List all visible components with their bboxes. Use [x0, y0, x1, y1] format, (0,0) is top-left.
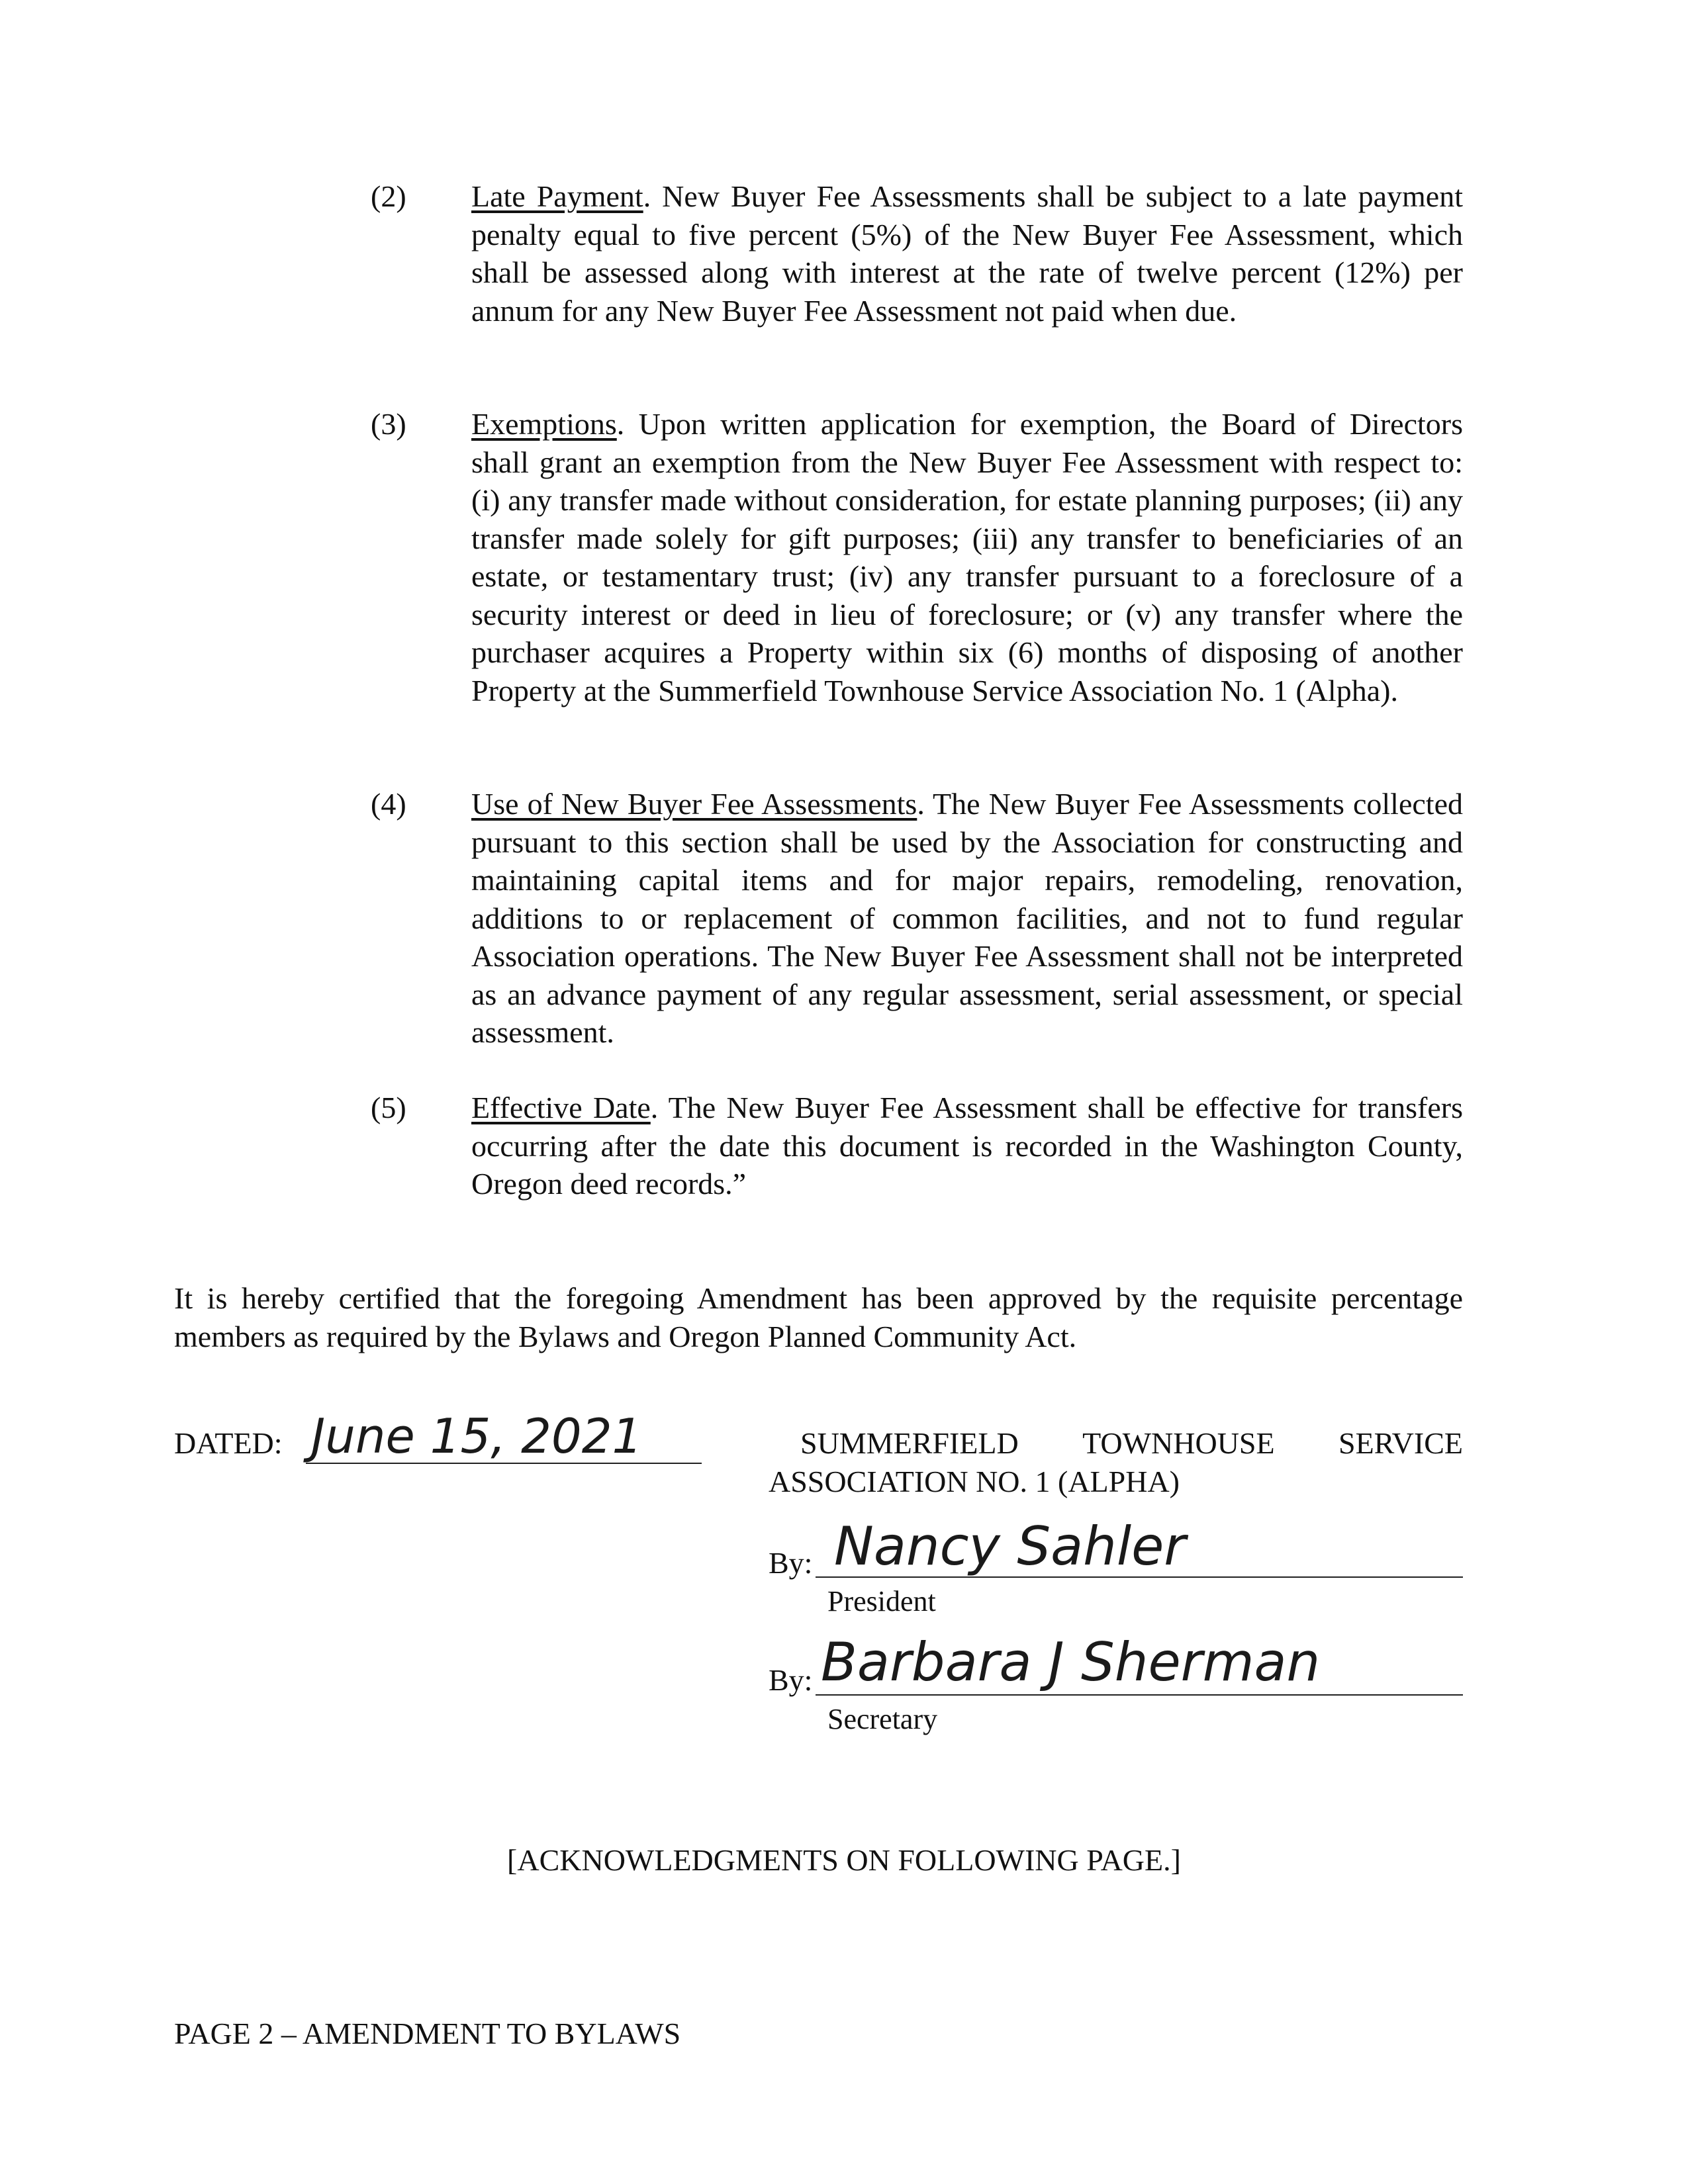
organization-name: [769, 1424, 1463, 1500]
role-president: President: [827, 1585, 936, 1617]
handwritten-date: June 15, 2021: [311, 1408, 643, 1464]
certification-paragraph: It is hereby certified that the foregoing Amendment has been approved by the requisite percentage members as required by the Bylaws and Oregon Planned Community Act.: [174, 1281, 1463, 1353]
section-body: [471, 785, 1463, 1052]
section-heading: Late Payment: [471, 179, 643, 213]
role-secretary: Secretary: [827, 1703, 938, 1735]
signature-secretary: Barbara J Sherman: [821, 1631, 1321, 1693]
acknowledgments-note: [ACKNOWLEDGMENTS ON FOLLOWING PAGE.]: [507, 1843, 1181, 1877]
section-number: (4): [371, 787, 406, 821]
by-label: By:: [769, 1546, 813, 1580]
section-text: . Upon written application for exemption, the Board of Directors shall grant an exemption from the New Buyer Fee Assessment with respect to: (i) any transfer made without consideration, for estate planning purposes; (ii) any transfer made solely for gift purposes; (iii) any transfer to beneficiaries of an estate, or testamentary trust; (iv) any transfer pursuant to a foreclosure of a security interest or deed in lieu of foreclosure; or (v) any transfer where the purchaser acquires a Property within six (6) months of disposing of another Property at the Summerfield Townhouse Service Association No. 1 (Alpha).: [471, 407, 1463, 707]
section-number: (2): [371, 179, 406, 213]
section-heading: Effective Date: [471, 1091, 651, 1124]
section-number: (5): [371, 1091, 406, 1124]
dated-label: DATED:: [174, 1426, 283, 1460]
signature-president: Nancy Sahler: [834, 1516, 1186, 1577]
page-footer: PAGE 2 – AMENDMENT TO BYLAWS: [174, 2017, 681, 2050]
section-body: [471, 1089, 1463, 1203]
section-text: . The New Buyer Fee Assessments collected pursuant to this section shall be used by the Association for constructing and maintaining capital items and for major repairs, remodeling, renovation, additions to or replacement of common facilities, and not to fund regular Association operations. The New Buyer Fee Assessment shall not be interpreted as an advance payment of any regular assessment, serial assessment, or special assessment.: [471, 787, 1463, 1049]
section-body: [471, 177, 1463, 330]
date-line: [306, 1463, 702, 1464]
section-heading: Use of New Buyer Fee Assessments: [471, 787, 917, 821]
by-label: By:: [769, 1663, 813, 1697]
section-text: . The New Buyer Fee Assessment shall be effective for transfers occurring after the date this document is recorded in the Washington County, Oregon deed records.”: [471, 1091, 1463, 1201]
signature-line: [816, 1694, 1463, 1696]
organization-line-2: ASSOCIATION NO. 1 (ALPHA): [769, 1464, 1180, 1498]
section-body: [471, 405, 1463, 709]
section-text: . New Buyer Fee Assessments shall be subject to a late payment penalty equal to five percent (5%) of the New Buyer Fee Assessment, which shall be assessed along with interest at the rate of twelve percent (12%) per annum for any New Buyer Fee Assessment not paid when due.: [471, 179, 1463, 328]
section-heading: Exemptions: [471, 407, 617, 441]
organization-line-1: SUMMERFIELD TOWNHOUSE SERVICE: [800, 1426, 1463, 1460]
section-number: (3): [371, 407, 406, 441]
signature-line: [816, 1576, 1463, 1578]
